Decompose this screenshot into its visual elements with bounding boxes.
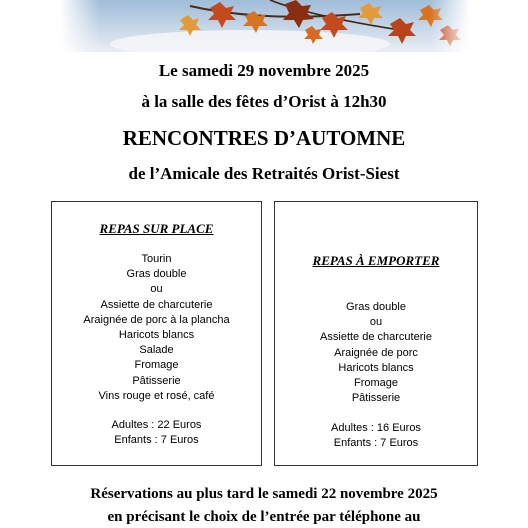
reservation-instructions: en précisant le choix de l’entrée par téléphone au xyxy=(107,509,421,525)
menu-item: Fromage xyxy=(353,377,399,390)
on-site-meal-title: REPAS SUR PLACE xyxy=(99,221,214,236)
menu-item: Assiette de charcuterie xyxy=(100,298,213,311)
menu-item: Fromage xyxy=(134,359,179,372)
menu-item: Vins rouge et rosé, café xyxy=(98,389,215,402)
autumn-leaves-banner xyxy=(60,0,470,52)
menu-item: ou xyxy=(369,316,383,329)
menu-item: Tourin xyxy=(141,253,172,265)
price-children: Enfants : 7 Euros xyxy=(333,437,419,450)
menu-item: Haricots blancs xyxy=(338,361,414,374)
menu-item: Salade xyxy=(139,344,174,357)
on-site-meal-box xyxy=(51,201,262,466)
reservation-deadline: Réservations au plus tard le samedi 22 novembre 2025 xyxy=(90,486,438,502)
menu-item: Araignée de porc à la plancha xyxy=(83,313,230,326)
event-organizer: de l’Amicale des Retraités Orist-Siest xyxy=(128,164,400,183)
on-site-menu-list xyxy=(52,252,261,404)
takeaway-menu-list xyxy=(275,300,477,406)
menu-item: ou xyxy=(150,283,163,296)
takeaway-meal-box xyxy=(274,201,478,466)
price-adults: Adultes : 16 Euros xyxy=(331,422,421,434)
price-children: Enfants : 7 Euros xyxy=(114,434,199,447)
event-title: RENCONTRES D’AUTOMNE xyxy=(122,126,406,150)
menu-item: Araignée de porc xyxy=(334,346,418,359)
menu-item: Assiette de charcuterie xyxy=(320,331,432,344)
menu-item: Haricots blancs xyxy=(118,329,195,342)
menu-item: Pâtisserie xyxy=(132,374,181,387)
autumn-leaves-illustration xyxy=(60,0,470,52)
menu-item: Gras double xyxy=(346,301,406,313)
event-place-time: à la salle des fêtes d’Orist à 12h30 xyxy=(141,92,387,111)
takeaway-meal-title: REPAS À EMPORTER xyxy=(312,253,440,268)
takeaway-prices xyxy=(275,421,477,451)
menu-item: Pâtisserie xyxy=(351,392,401,405)
event-date: Le samedi 29 novembre 2025 xyxy=(158,61,370,80)
price-adults: Adultes : 22 Euros xyxy=(111,419,202,431)
on-site-prices xyxy=(52,418,261,448)
menu-item: Gras double xyxy=(126,268,187,281)
